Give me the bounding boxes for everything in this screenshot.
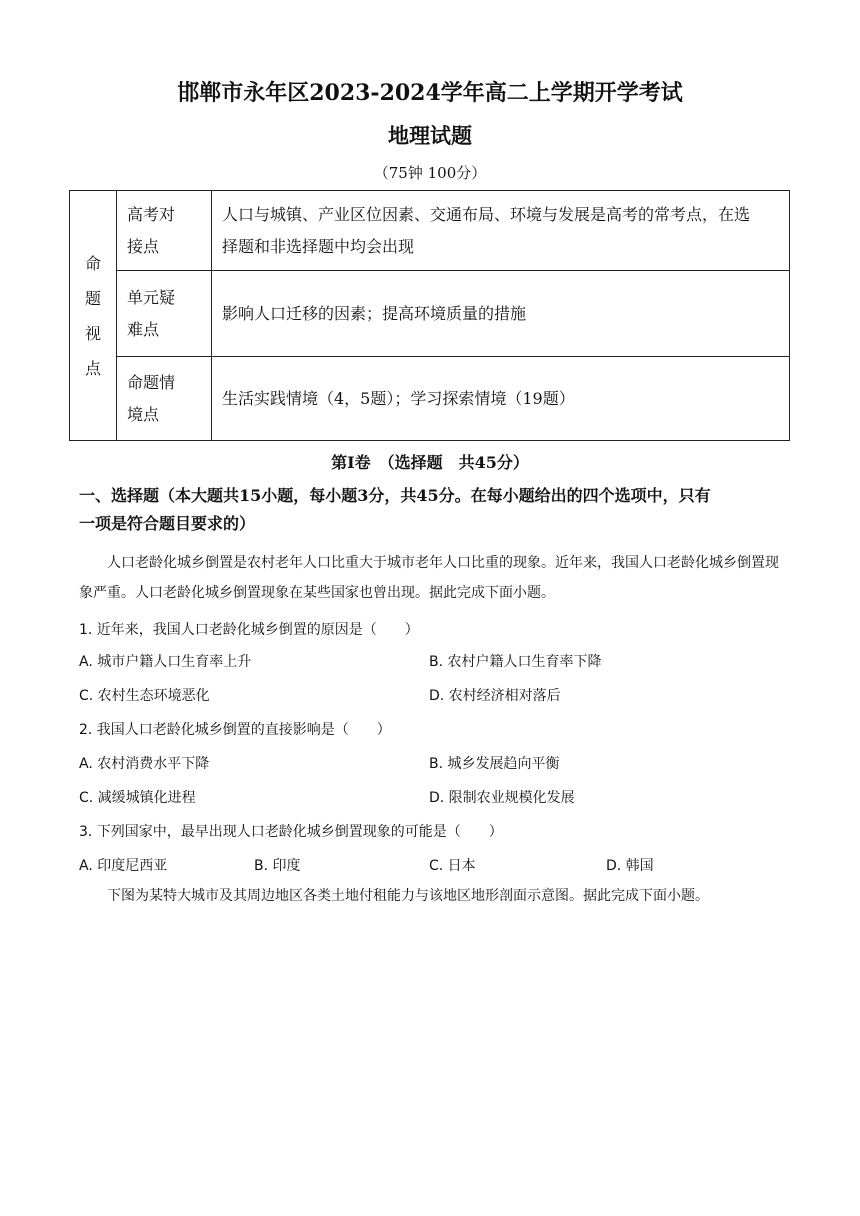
row-text-difficulty: 影响人口迁移的因素；提高环境质量的措施	[212, 271, 790, 357]
q2-option-d[interactable]: D. 限制农业规模化发展	[429, 790, 575, 806]
question-3-stem: 3. 下列国家中，最早出现人口老龄化城乡倒置现象的可能是（ ）	[79, 824, 503, 840]
q2-option-b[interactable]: B. 城乡发展趋向平衡	[429, 756, 560, 772]
q1-option-c[interactable]: C. 农村生态环境恶化	[79, 688, 210, 704]
question-2-stem: 2. 我国人口老龄化城乡倒置的直接影响是（ ）	[79, 722, 391, 738]
q3-option-b[interactable]: B. 印度	[254, 858, 301, 874]
row-label-exam-link: 高考对 接点	[117, 191, 212, 271]
passage-aging: 人口老龄化城乡倒置是农村老年人口比重大于城市老年人口比重的现象。近年来，我国人口老龄化城乡倒置现象严重。人口老龄化城乡倒置现象在某些国家也曾出现。据此完成下面小题。	[79, 555, 779, 601]
q1-option-b[interactable]: B. 农村户籍人口生育率下降	[429, 654, 602, 670]
question-1-stem: 1. 近年来，我国人口老龄化城乡倒置的原因是（ ）	[79, 622, 419, 638]
q1-option-d[interactable]: D. 农村经济相对落后	[429, 688, 561, 704]
q1-option-a[interactable]: A. 城市户籍人口生育率上升	[79, 654, 252, 670]
q3-option-c[interactable]: C. 日本	[429, 858, 476, 874]
part-heading: 一、选择题（本大题共15小题，每小题3分，共45分。在每小题给出的四个选项中，只有 一项是符合题目要求的）	[79, 486, 711, 533]
proposition-main-label: 命 题 视 点	[70, 191, 117, 441]
section-heading: 第Ⅰ卷 （选择题 共45分）	[331, 453, 529, 472]
q3-option-a[interactable]: A. 印度尼西亚	[79, 858, 168, 874]
row-text-context: 生活实践情境（4，5题）；学习探索情境（19题）	[212, 357, 790, 441]
exam-subject: 地理试题	[388, 123, 472, 148]
row-label-context: 命题情 境点	[117, 357, 212, 441]
row-text-exam-link: 人口与城镇、产业区位因素、交通布局、环境与发展是高考的常考点，在选 择题和非选择题中均会出现	[212, 191, 790, 271]
q3-option-d[interactable]: D. 韩国	[606, 858, 654, 874]
exam-meta: （75钟 100分）	[373, 164, 487, 182]
q2-option-a[interactable]: A. 农村消费水平下降	[79, 756, 210, 772]
passage-land-rent: 下图为某特大城市及其周边地区各类土地付租能力与该地区地形剖面示意图。据此完成下面小题。	[107, 888, 709, 904]
row-label-difficulty: 单元疑 难点	[117, 271, 212, 357]
proposition-table	[69, 190, 790, 441]
exam-title: 邯郸市永年区2023-2024学年高二上学期开学考试	[177, 80, 683, 106]
q2-option-c[interactable]: C. 减缓城镇化进程	[79, 790, 196, 806]
